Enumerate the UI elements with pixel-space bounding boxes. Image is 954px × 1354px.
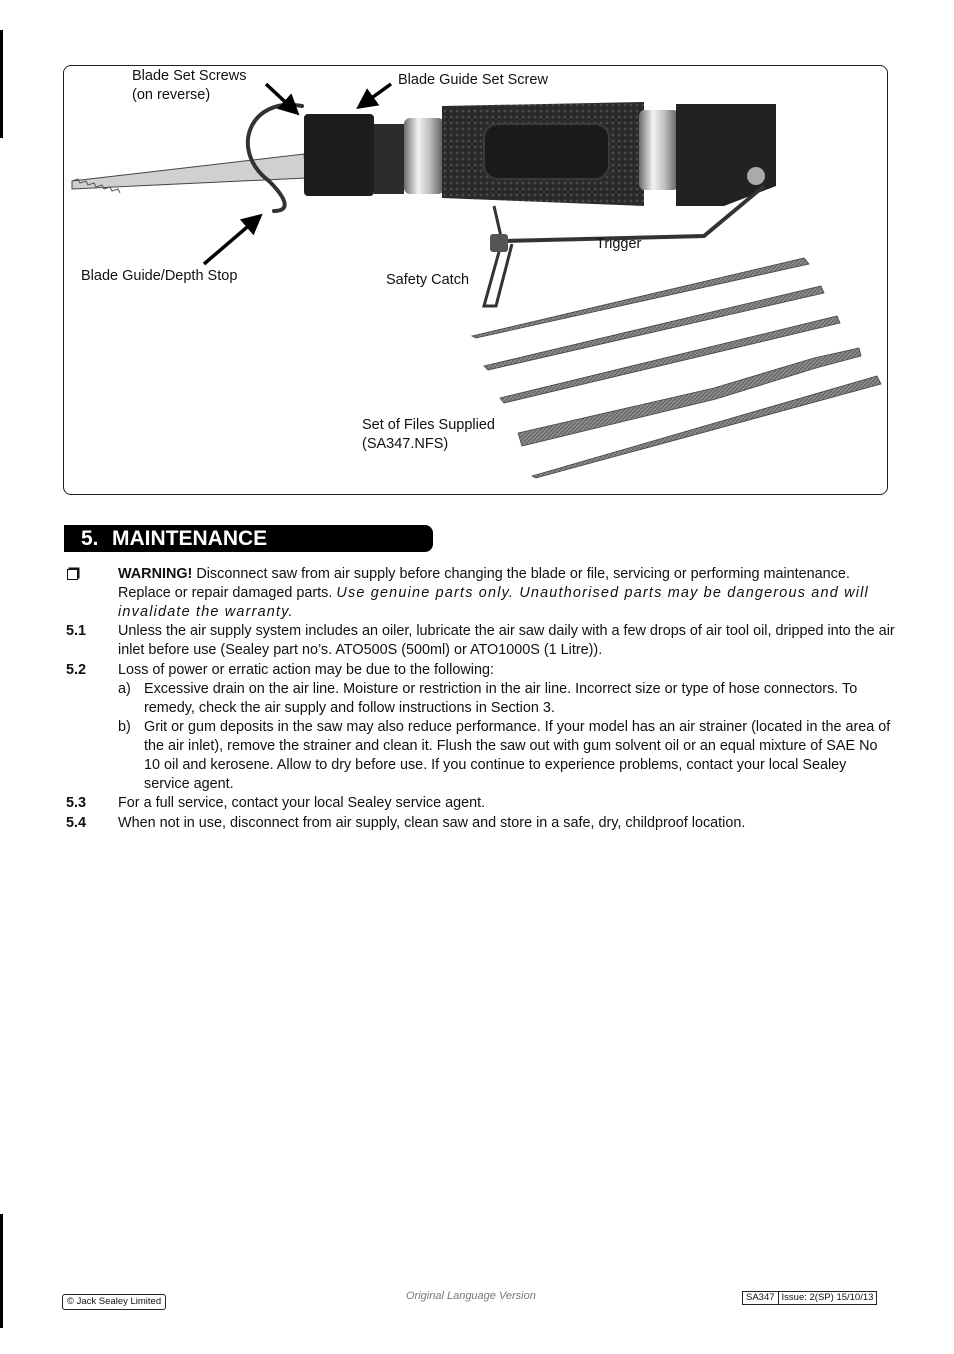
item-text: Loss of power or erratic action may be due to the following:: [118, 662, 494, 678]
item-5-1: [66, 622, 896, 660]
label-blade-set-screws: [132, 67, 246, 105]
footer-model: SA347: [746, 1292, 775, 1303]
label-line: (on reverse): [132, 87, 211, 103]
section-heading: [64, 525, 433, 552]
footer-copyright: © Jack Sealey Limited: [62, 1294, 166, 1310]
item-text: When not in use, disconnect from air supply, clean saw and store in a safe, dry, childproof location.: [118, 815, 746, 831]
item-text: For a full service, contact your local Sealey service agent.: [118, 795, 486, 811]
item-5-4: [66, 814, 896, 833]
label-files-supplied: [362, 416, 495, 454]
footer-model-issue: [742, 1291, 877, 1305]
item-text: Unless the air supply system includes an oiler, lubricate the air saw daily with a few drops of air tool oil, dripped into the air inlet before use (Sealey part no’s. ATO500S (500ml) or ATO1000S (1 Litre)).: [118, 623, 895, 658]
label-blade-guide-set-screw: Blade Guide Set Screw: [398, 72, 548, 88]
item-5-2: [66, 661, 896, 680]
label-safety-catch: Safety Catch: [386, 272, 470, 288]
section-number: 5.: [81, 527, 99, 550]
saw-body-grip: [442, 102, 776, 206]
item-number: 5.3: [66, 795, 87, 811]
warning-italic: Use genuine parts only. Unauthorised parts may be dangerous and will invalidate the warranty.: [118, 585, 869, 620]
item-5-2-a: [118, 680, 893, 718]
product-figure: [63, 65, 888, 495]
footer-issue: Issue: 2(SP) 15/10/13: [778, 1292, 877, 1304]
label-trigger: Trigger: [596, 236, 642, 252]
page-edge-mark-bottom: [0, 1214, 3, 1328]
section-title: MAINTENANCE: [112, 527, 268, 550]
item-5-3: [66, 794, 896, 813]
file-set-image: [472, 258, 881, 478]
item-number: 5.2: [66, 662, 87, 678]
subitem-label: b): [118, 719, 131, 735]
item-5-2-b: [118, 718, 893, 794]
warning-label: WARNING!: [118, 566, 193, 582]
item-number: 5.4: [66, 815, 87, 831]
subitem-label: a): [118, 681, 131, 697]
saw-blade: [72, 154, 306, 193]
warning-text: [118, 565, 896, 622]
page-edge-mark-top: [0, 30, 3, 138]
item-number: 5.1: [66, 623, 87, 639]
subitem-text: Excessive drain on the air line. Moisture or restriction in the air line. Incorrect size or type of hose connectors. To remedy, check the air supply and follow instructions in Section 3.: [144, 681, 858, 716]
label-blade-guide-depth-stop: Blade Guide/Depth Stop: [81, 268, 238, 284]
label-line: (SA347.NFS): [362, 436, 449, 452]
warning-item: [66, 565, 896, 622]
label-line: Blade Set Screws: [132, 68, 247, 84]
saw-head: [304, 114, 444, 196]
footer-language-version: Original Language Version: [406, 1290, 536, 1302]
warning-body: Disconnect saw from air supply before changing the blade or file, servicing or performing maintenance. Replace or repair damaged parts.: [118, 566, 850, 601]
checkbox-icon: [66, 565, 78, 586]
subitem-text: Grit or gum deposits in the saw may also reduce performance. If your model has an air strainer (located in the area of the air inlet), remove the strainer and clean it. Flush the saw out with gum solvent oil or an equal mixture of SAE No 10 oil and kerosene. Allow to dry before use. If you continue to experience problems, contact your local Sealey service agent.: [144, 719, 891, 792]
label-line: Set of Files Supplied: [362, 417, 495, 433]
